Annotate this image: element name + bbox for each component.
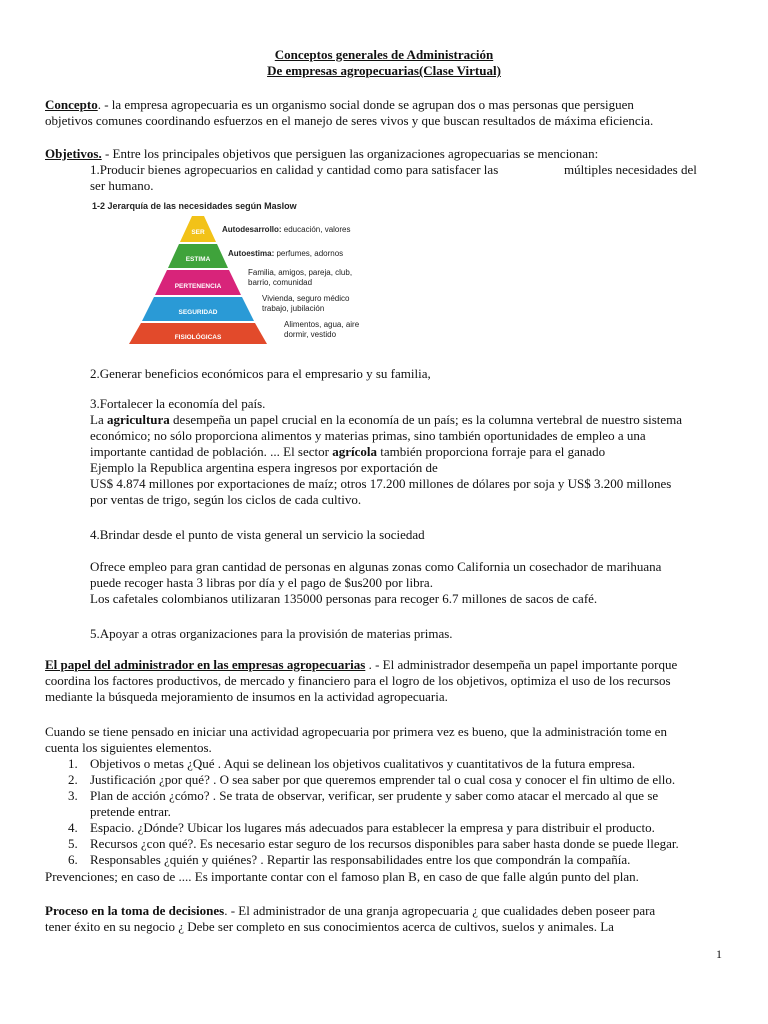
desc-pertenencia-1: Familia, amigos, pareja, club, [248, 268, 353, 277]
list-item-number: 2. [68, 772, 78, 787]
item3-line-3 [90, 444, 605, 460]
level-label-pertenencia: PERTENENCIA [174, 283, 222, 290]
desc-autoestima-label: Autoestima: [228, 249, 275, 258]
desc-autodesarrollo-label: Autodesarrollo: [222, 225, 282, 234]
papel-line-3: mediante la búsqueda mejoramiento de insumos en la actividad agropecuaria. [45, 689, 448, 704]
document-title: Conceptos generales de Administración [274, 47, 494, 62]
item3-line-2: económico; no sólo proporciona alimentos y materias primas, sino también oportunidades de empleo a una [90, 428, 646, 443]
objetivo-item-1: 1.Producir bienes agropecuarios en calidad y cantidad como para satisfacer las [90, 162, 499, 177]
list-item-number: 5. [68, 836, 78, 851]
proceso-paragraph [45, 903, 655, 919]
papel-paragraph [45, 657, 677, 673]
item3-l3-bold: agrícola [332, 444, 377, 459]
list-item: Justificación ¿por qué? . O sea saber por que queremos emprender tal o cual cosa y conocer el fin ultimo de ello. [90, 772, 676, 787]
item4-line-1: Ofrece empleo para gran cantidad de personas en algunas zonas como California un cosechador de marihuana [90, 559, 662, 574]
proceso-text: . - El administrador de una granja agropecuaria ¿ que cualidades deben poseer para [224, 903, 656, 918]
level-label-fisiologicas: FISIOLÓGICAS [174, 334, 222, 341]
cuando-line-2: cuenta los siguientes elementos. [45, 740, 212, 755]
objetivos-intro: - Entre los principales objetivos que persiguen las organizaciones agropecuarias se mencionan: [101, 146, 599, 161]
desc-autodesarrollo [222, 225, 351, 235]
desc-autoestima-text: perfumes, adornos [274, 249, 344, 258]
objetivo-item-1-cont: múltiples necesidades del [564, 162, 697, 177]
papel-line-2: coordina los factores productivos, de mercado y financiero para el logro de los objetivos, optimiza el uso de los recursos [45, 673, 671, 688]
list-item-number: 3. [68, 788, 78, 803]
desc-autodesarrollo-text: educación, valores [281, 225, 351, 234]
desc-pertenencia [248, 268, 352, 288]
objetivo-item-3: 3.Fortalecer la economía del país. [90, 396, 266, 411]
objetivo-item-2: 2.Generar beneficios económicos para el empresario y su familia, [90, 366, 431, 381]
desc-pertenencia-2: barrio, comunidad [248, 278, 313, 287]
level-label-seguridad: SEGURIDAD [178, 309, 218, 316]
objetivos-paragraph [45, 146, 598, 162]
list-item: Plan de acción ¿cómo? . Se trata de observar, verificar, ser prudente y saber como atacar el mercado al que se [90, 788, 659, 803]
item3-l1-post: desempeña un papel crucial en la economía de un país; es la columna vertebral de nuestro sistema [169, 412, 683, 427]
list-item: Recursos ¿con qué?. Es necesario estar seguro de los recursos disponibles para saber hasta donde se puede llegar. [90, 836, 679, 851]
desc-autoestima [228, 249, 343, 259]
maslow-title: 1-2 Jerarquía de las necesidades según Maslow [92, 201, 297, 211]
item3-line-6: por ventas de trigo, según los ciclos de cada cultivo. [90, 492, 362, 507]
item4-line-2: puede recoger hasta 3 libras por día y el pago de $us200 por libra. [90, 575, 433, 590]
papel-text: . - El administrador desempeña un papel importante porque [365, 657, 678, 672]
item3-l3-pre: importante cantidad de población. ... El sector [90, 444, 333, 459]
objetivo-item-5: 5.Apoyar a otras organizaciones para la provisión de materias primas. [90, 626, 453, 641]
item4-line-3: Los cafetales colombianos utilizaran 135000 personas para recoger 6.7 millones de sacos de café. [90, 591, 598, 606]
concepto-paragraph [45, 97, 634, 113]
proceso-line-2: tener éxito en su negocio ¿ Debe ser completo en sus conocimientos acerca de cultivos, suelos y animales. La [45, 919, 614, 934]
prevenciones-line: Prevenciones; en caso de .... Es importante contar con el famoso plan B, en caso de que falle algún punto del plan. [45, 869, 639, 884]
proceso-label: Proceso en la toma de decisiones [45, 903, 225, 918]
objetivos-label: Objetivos. [45, 146, 102, 161]
desc-fisiologicas-1: Alimentos, agua, aire [284, 320, 360, 329]
level-label-estima: ESTIMA [185, 256, 211, 263]
desc-fisiologicas-2: dormir, vestido [284, 330, 337, 339]
objetivo-item-1-line2: ser humano. [90, 178, 154, 193]
item3-l1-bold: agricultura [106, 412, 170, 427]
item3-line-1 [90, 412, 682, 428]
item3-line-4: Ejemplo la Republica argentina espera ingresos por exportación de [90, 460, 438, 475]
desc-seguridad-2: trabajo, jubilación [262, 304, 325, 313]
objetivo-item-4: 4.Brindar desde el punto de vista general un servicio la sociedad [90, 527, 425, 542]
list-item: Espacio. ¿Dónde? Ubicar los lugares más adecuados para establecer la empresa y para distribuir el producto. [90, 820, 655, 835]
level-label-ser: SER [191, 229, 205, 236]
item3-line-5: US$ 4.874 millones por exportaciones de maíz; otros 17.200 millones de dólares por soja y US$ 3.200 millones [90, 476, 672, 491]
list-item-number: 1. [68, 756, 78, 771]
desc-fisiologicas [284, 320, 359, 340]
list-item: Responsables ¿quién y quiénes? . Repartir las responsabilidades entre los que compondrán la compañía. [90, 852, 631, 867]
item3-l3-post: también proporciona forraje para el ganado [377, 444, 606, 459]
desc-seguridad-1: Vivienda, seguro médico [262, 294, 350, 303]
document-subtitle: De empresas agropecuarias(Clase Virtual) [267, 63, 501, 78]
list-item: Objetivos o metas ¿Qué . Aqui se delinean los objetivos cualitativos y cuantitativos de la futura empresa. [90, 756, 636, 771]
concepto-label: Concepto [45, 97, 98, 112]
papel-label: El papel del administrador en las empresas agropecuarias [45, 657, 366, 672]
page-number: 1 [716, 947, 722, 961]
cuando-line-1: Cuando se tiene pensado en iniciar una actividad agropecuaria por primera vez es bueno, que la administración tome en [45, 724, 667, 739]
desc-seguridad [262, 294, 349, 314]
concepto-text: . - la empresa agropecuaria es un organismo social donde se agrupan dos o mas personas que persiguen [97, 97, 634, 112]
maslow-pyramid-figure [92, 198, 392, 344]
list-item-number: 6. [68, 852, 78, 867]
concepto-text-2: objetivos comunes coordinando esfuerzos en el manejo de seres vivos y que buscan resultados de máxima eficiencia. [45, 113, 654, 128]
list-item-continuation: pretende entrar. [90, 804, 171, 819]
item3-l1-pre: La [90, 412, 107, 427]
list-item-number: 4. [68, 820, 78, 835]
